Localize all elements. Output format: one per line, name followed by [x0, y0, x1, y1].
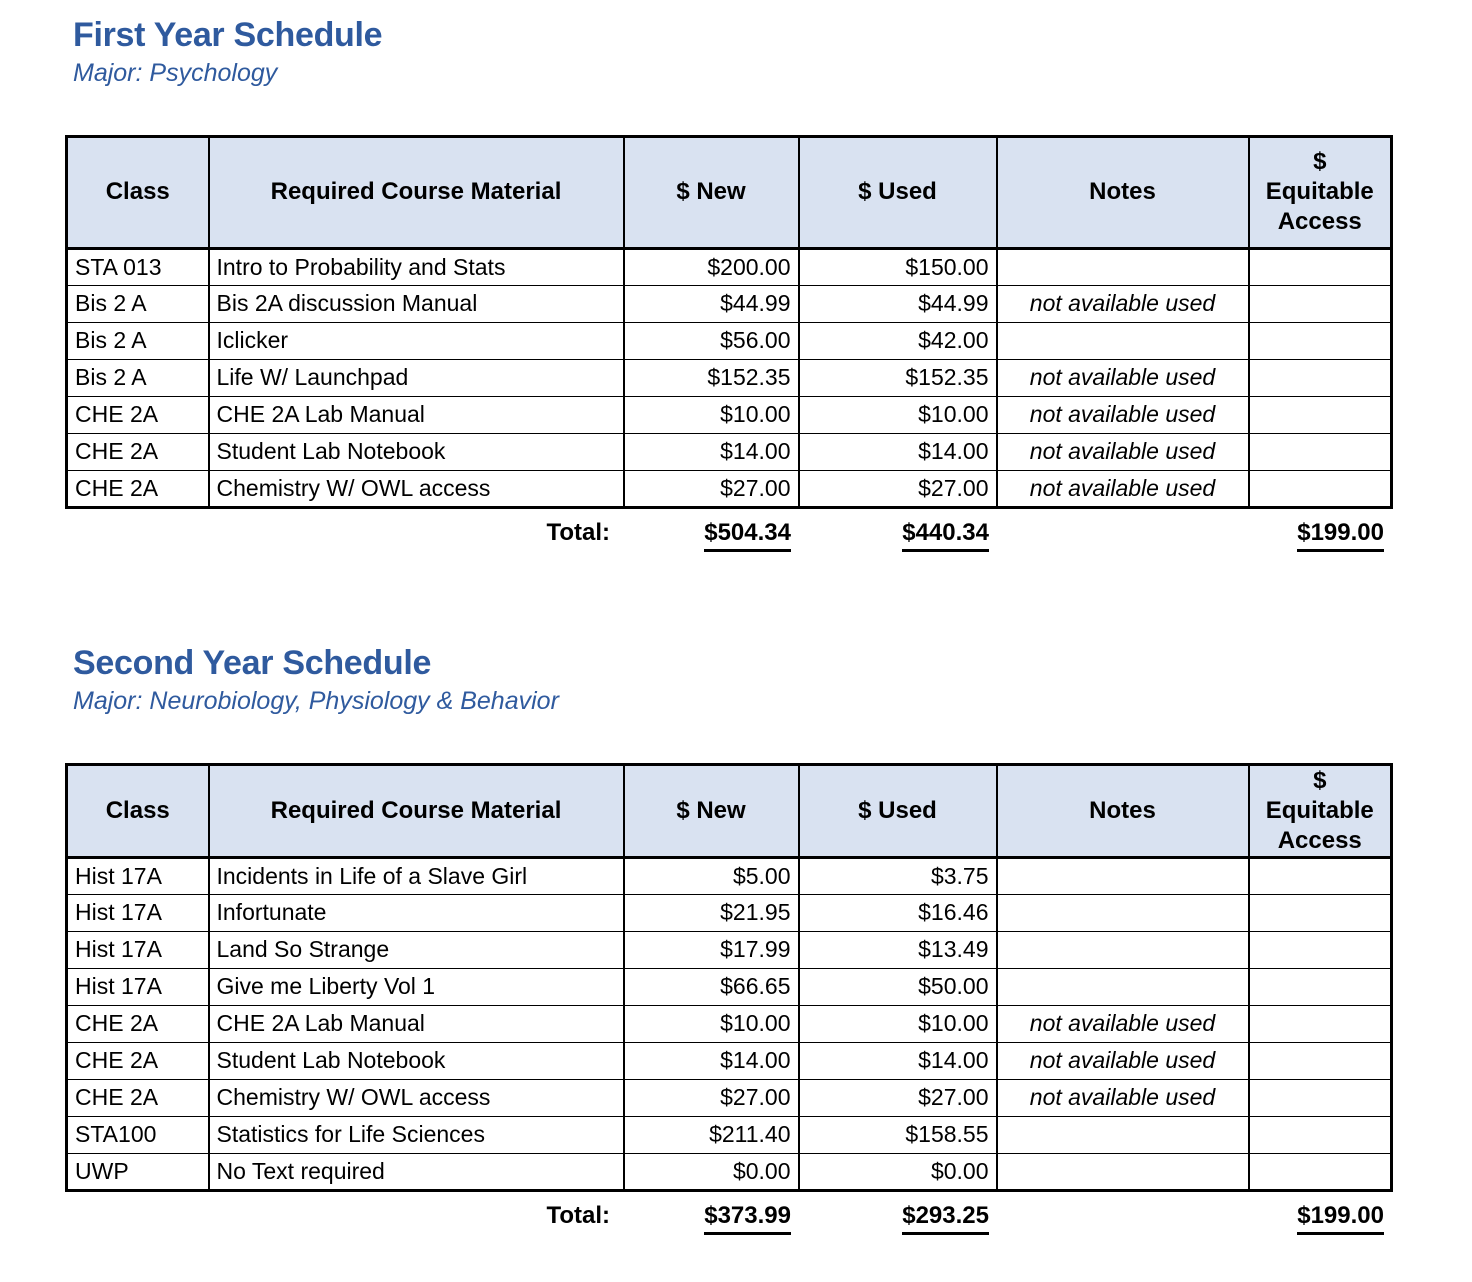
col-header-class: Class: [67, 136, 209, 248]
cell-equitable: [1249, 894, 1392, 931]
cell-material: Iclicker: [209, 322, 624, 359]
table-row: [67, 396, 1392, 433]
cell-material: CHE 2A Lab Manual: [209, 396, 624, 433]
cell-material: Give me Liberty Vol 1: [209, 968, 624, 1005]
first-year-table: [65, 135, 1393, 509]
cell-notes: not available used: [997, 285, 1249, 322]
table-row: [67, 857, 1392, 894]
cell-material: Student Lab Notebook: [209, 433, 624, 470]
cell-class: Hist 17A: [67, 931, 209, 968]
cell-new-price: $152.35: [624, 359, 799, 396]
col-header-used: $ Used: [799, 136, 997, 248]
cell-class: UWP: [67, 1153, 209, 1190]
cell-material: CHE 2A Lab Manual: [209, 1005, 624, 1042]
cell-new-price: $44.99: [624, 285, 799, 322]
col-header-class: Class: [67, 764, 209, 857]
cell-new-price: $17.99: [624, 931, 799, 968]
cell-notes: [997, 248, 1249, 285]
cell-class: Hist 17A: [67, 968, 209, 1005]
col-header-equitable: $ Equitable Access: [1249, 136, 1392, 248]
cell-equitable: [1249, 968, 1392, 1005]
cell-used-price: $16.46: [799, 894, 997, 931]
cell-notes: [997, 857, 1249, 894]
col-header-material: Required Course Material: [209, 764, 624, 857]
cell-new-price: $200.00: [624, 248, 799, 285]
table-row: [67, 968, 1392, 1005]
cell-new-price: $10.00: [624, 1005, 799, 1042]
cell-equitable: [1249, 248, 1392, 285]
section-title: First Year Schedule: [73, 16, 383, 54]
total-new: $504.34: [622, 519, 797, 552]
table-row: [67, 1153, 1392, 1190]
total-label: Total:: [546, 518, 610, 546]
cell-notes: [997, 968, 1249, 1005]
cell-class: STA 013: [67, 248, 209, 285]
table-header-row: [67, 764, 1392, 857]
table-header-row: [67, 136, 1392, 248]
cell-notes: not available used: [997, 433, 1249, 470]
cell-class: Bis 2 A: [67, 285, 209, 322]
table-row: [67, 433, 1392, 470]
col-header-notes: Notes: [997, 764, 1249, 857]
cell-used-price: $10.00: [799, 1005, 997, 1042]
cell-material: No Text required: [209, 1153, 624, 1190]
cell-class: Hist 17A: [67, 894, 209, 931]
table-row: [67, 248, 1392, 285]
cell-material: Land So Strange: [209, 931, 624, 968]
cell-notes: [997, 322, 1249, 359]
total-used: $293.25: [797, 1202, 995, 1235]
cell-class: Hist 17A: [67, 857, 209, 894]
cell-new-price: $211.40: [624, 1116, 799, 1153]
cell-equitable: [1249, 359, 1392, 396]
cell-notes: not available used: [997, 470, 1249, 507]
cell-used-price: $27.00: [799, 1079, 997, 1116]
total-used: $440.34: [797, 519, 995, 552]
total-equitable: $199.00: [1247, 519, 1390, 552]
cell-class: Bis 2 A: [67, 322, 209, 359]
cell-class: CHE 2A: [67, 1042, 209, 1079]
cell-class: CHE 2A: [67, 470, 209, 507]
cell-used-price: $0.00: [799, 1153, 997, 1190]
col-header-equitable: $ Equitable Access: [1249, 764, 1392, 857]
cell-equitable: [1249, 1079, 1392, 1116]
cell-equitable: [1249, 470, 1392, 507]
cell-new-price: $14.00: [624, 1042, 799, 1079]
cell-material: Life W/ Launchpad: [209, 359, 624, 396]
first-year-total-row: [65, 519, 1390, 552]
cell-notes: not available used: [997, 359, 1249, 396]
cell-new-price: $14.00: [624, 433, 799, 470]
cell-used-price: $42.00: [799, 322, 997, 359]
table-row: [67, 931, 1392, 968]
section-title: Second Year Schedule: [73, 643, 432, 682]
table-row: [67, 285, 1392, 322]
cell-equitable: [1249, 931, 1392, 968]
col-header-material: Required Course Material: [209, 136, 624, 248]
table-row: [67, 359, 1392, 396]
second-year-total-row: [65, 1202, 1390, 1235]
cell-new-price: $27.00: [624, 1079, 799, 1116]
cell-used-price: $13.49: [799, 931, 997, 968]
total-label: Total:: [546, 1201, 610, 1229]
col-header-used: $ Used: [799, 764, 997, 857]
cell-used-price: $44.99: [799, 285, 997, 322]
cell-used-price: $3.75: [799, 857, 997, 894]
cell-material: Intro to Probability and Stats: [209, 248, 624, 285]
second-year-section: [65, 644, 1390, 1192]
table-row: [67, 1042, 1392, 1079]
first-year-section: [65, 16, 1390, 509]
cell-notes: not available used: [997, 1042, 1249, 1079]
cell-class: STA100: [67, 1116, 209, 1153]
cell-notes: [997, 894, 1249, 931]
cell-new-price: $0.00: [624, 1153, 799, 1190]
cell-notes: [997, 931, 1249, 968]
cell-equitable: [1249, 1005, 1392, 1042]
cell-notes: not available used: [997, 1005, 1249, 1042]
cell-equitable: [1249, 322, 1392, 359]
cell-used-price: $152.35: [799, 359, 997, 396]
total-new: $373.99: [622, 1202, 797, 1235]
cell-equitable: [1249, 1153, 1392, 1190]
col-header-notes: Notes: [997, 136, 1249, 248]
cell-material: Bis 2A discussion Manual: [209, 285, 624, 322]
cell-equitable: [1249, 433, 1392, 470]
cell-new-price: $56.00: [624, 322, 799, 359]
table-row: [67, 1079, 1392, 1116]
cell-notes: [997, 1153, 1249, 1190]
cell-equitable: [1249, 285, 1392, 322]
col-header-new: $ New: [624, 136, 799, 248]
cell-material: Student Lab Notebook: [209, 1042, 624, 1079]
section-major: Major: Neurobiology, Physiology & Behavior: [73, 686, 559, 715]
second-year-table: [65, 763, 1393, 1192]
cell-material: Chemistry W/ OWL access: [209, 1079, 624, 1116]
cell-class: Bis 2 A: [67, 359, 209, 396]
cell-new-price: $10.00: [624, 396, 799, 433]
table-row: [67, 322, 1392, 359]
table-row: [67, 894, 1392, 931]
cell-material: Infortunate: [209, 894, 624, 931]
cell-class: CHE 2A: [67, 1005, 209, 1042]
cell-material: Statistics for Life Sciences: [209, 1116, 624, 1153]
cell-used-price: $10.00: [799, 396, 997, 433]
cell-class: CHE 2A: [67, 396, 209, 433]
cell-new-price: $66.65: [624, 968, 799, 1005]
table-row: [67, 1005, 1392, 1042]
cell-notes: not available used: [997, 1079, 1249, 1116]
cell-equitable: [1249, 1042, 1392, 1079]
cell-used-price: $50.00: [799, 968, 997, 1005]
cell-used-price: $158.55: [799, 1116, 997, 1153]
cell-notes: not available used: [997, 396, 1249, 433]
cell-used-price: $27.00: [799, 470, 997, 507]
cell-used-price: $14.00: [799, 433, 997, 470]
cell-new-price: $27.00: [624, 470, 799, 507]
table-row: [67, 1116, 1392, 1153]
cell-equitable: [1249, 396, 1392, 433]
cell-new-price: $21.95: [624, 894, 799, 931]
cell-class: CHE 2A: [67, 433, 209, 470]
cell-material: Chemistry W/ OWL access: [209, 470, 624, 507]
cell-class: CHE 2A: [67, 1079, 209, 1116]
cell-used-price: $150.00: [799, 248, 997, 285]
cell-material: Incidents in Life of a Slave Girl: [209, 857, 624, 894]
cell-notes: [997, 1116, 1249, 1153]
table-row: [67, 470, 1392, 507]
cell-used-price: $14.00: [799, 1042, 997, 1079]
section-major: Major: Psychology: [73, 59, 278, 88]
cell-equitable: [1249, 857, 1392, 894]
total-equitable: $199.00: [1247, 1202, 1390, 1235]
cell-equitable: [1249, 1116, 1392, 1153]
col-header-new: $ New: [624, 764, 799, 857]
cell-new-price: $5.00: [624, 857, 799, 894]
